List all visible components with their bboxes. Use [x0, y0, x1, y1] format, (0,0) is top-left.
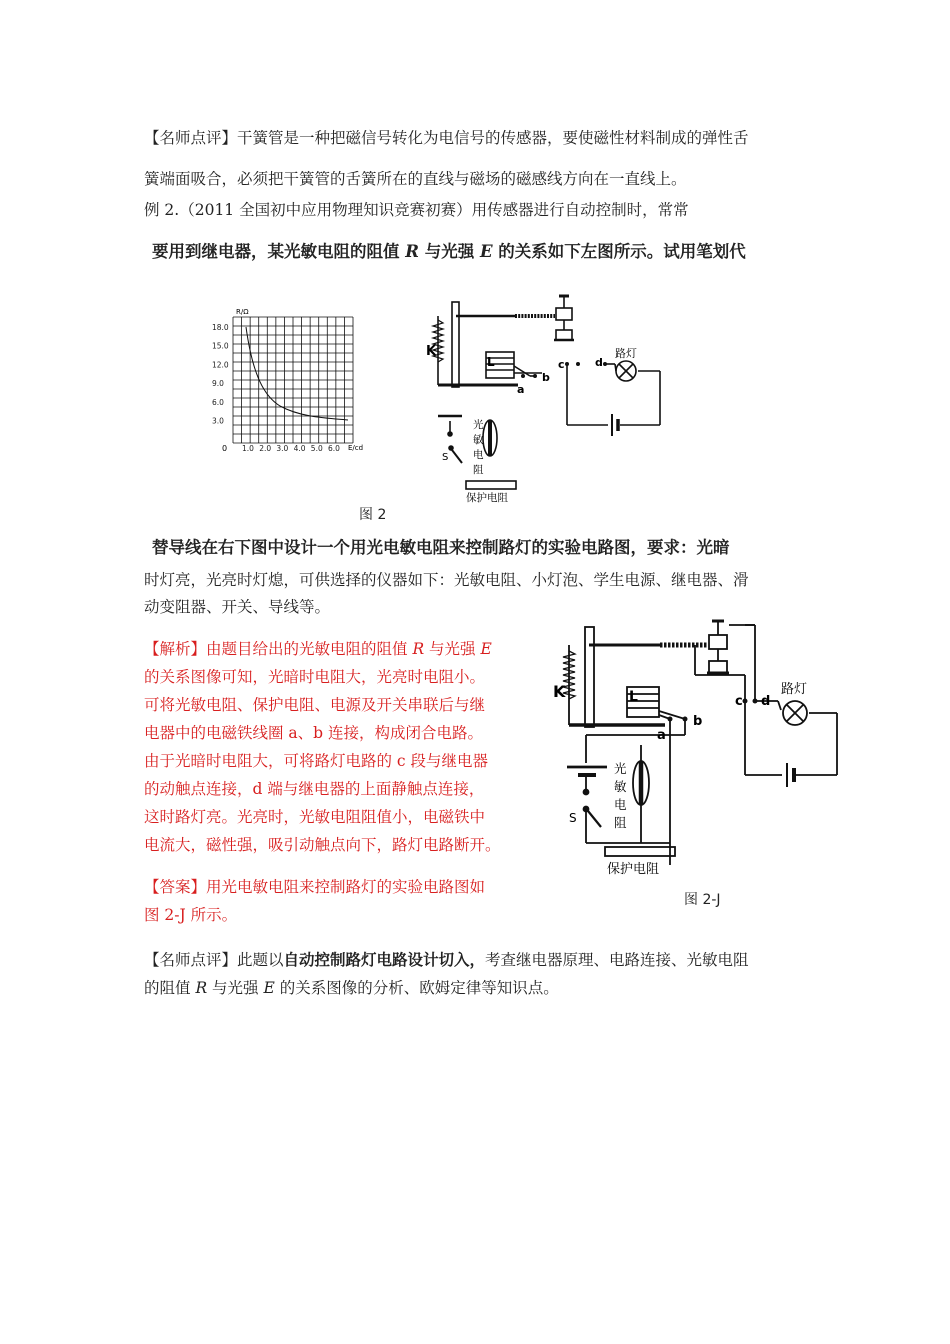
label-protective-resistor: 保护电阻 [466, 492, 508, 503]
r-e-curve [246, 327, 348, 420]
label-lamp: 路灯 [615, 347, 637, 360]
comment1-line2: 簧端面吸合，必须把干簧管的舌簧所在的直线与磁场的磁感线方向在一直线上。 [144, 170, 687, 188]
graph-xtick: 4.0 [293, 444, 306, 453]
answer-line1: 【答案】用光电敏电阻来控制路灯的实验电路图如 [144, 878, 486, 896]
answer-line2: 图 2-J 所示。 [144, 906, 238, 924]
example-line4: 时灯亮，光亮时灯熄，可供选择的仪器如下：光敏电阻、小灯泡、学生电源、继电器、滑 [144, 571, 749, 589]
analysis-line5: 由于光暗时电阻大，可将路灯电路的 c 段与继电器 [144, 752, 489, 770]
switch-s [452, 450, 462, 463]
graph-ytick: 6.0 [212, 397, 224, 407]
graph-xtick: 2.0 [259, 444, 272, 453]
label-L: L [487, 355, 495, 369]
analysis-line3: 可将光敏电阻、保护电阻、电源及开关串联后与继 [144, 696, 486, 714]
label-d-j: d [761, 694, 771, 709]
label-protective-resistor-j: 保护电阻 [607, 862, 660, 877]
label-b-j: b [693, 714, 703, 729]
analysis-line2: 的关系图像可知，光暗时电阻大，光亮时电阻小。 [144, 668, 486, 686]
graph-grid [233, 317, 353, 443]
label-photo2: 敏 [473, 434, 484, 446]
example-line2: 要用到继电器，某光敏电阻的阻值 R 与光强 E 的关系如下左图所示。试用笔划代 [152, 242, 746, 261]
analysis-line8: 电流大，磁性强，吸引动触点向下，路灯电路断开。 [144, 836, 501, 854]
label-S: S [442, 452, 449, 463]
label-photo3: 电 [473, 449, 484, 461]
graph-xtick: 5.0 [310, 444, 323, 453]
label-c: c [558, 358, 565, 371]
label-a: a [517, 383, 525, 396]
analysis-line7: 这时路灯亮。光亮时，光敏电阻阻值小，电磁铁中 [144, 808, 486, 826]
label-d: d [595, 356, 603, 369]
protective-resistor-symbol [466, 481, 516, 489]
graph-ytick: 15.0 [212, 341, 229, 351]
comment2-line2: 的阻值 R 与光强 E 的关系图像的分析、欧姆定律等知识点。 [144, 979, 559, 997]
graph-ytick: 18.0 [212, 323, 229, 332]
r-e-graph [200, 300, 370, 470]
figure2-caption: 图 2 [359, 507, 387, 523]
label-photo4: 阻 [473, 464, 484, 476]
comment1-line1: 【名师点评】干簧管是一种把磁信号转化为电信号的传感器，要使磁性材料制成的弹性舌 [144, 129, 749, 147]
label-L-j: L [629, 689, 638, 705]
analysis-line4: 电器中的电磁铁线圈 a、b 连接，构成闭合电路。 [144, 724, 484, 742]
label-a-j: a [657, 728, 666, 743]
example-line5: 动变阻器、开关、导线等。 [144, 598, 331, 616]
graph-ytick: 3.0 [212, 416, 224, 426]
label-photo1-j: 光 [614, 761, 627, 776]
label-photo2-j: 敏 [614, 779, 627, 794]
label-S-j: S [569, 811, 577, 825]
graph-xtick: 1.0 [242, 444, 254, 453]
example-line3: 替导线在右下图中设计一个用光电敏电阻来控制路灯的实验电路图，要求：光暗 [152, 538, 730, 557]
graph-ytick: 9.0 [212, 379, 224, 389]
graph-origin: 0 [222, 444, 228, 453]
graph-xlabel: E/cd [348, 444, 364, 452]
figure2j-caption: 图 2-J [684, 892, 721, 908]
analysis-line1: 【解析】由题目给出的光敏电阻的阻值 R 与光强 E [144, 640, 492, 658]
relay-circuit-figure2 [420, 288, 670, 503]
analysis-line6: 的动触点连接，d 端与继电器的上面静触点连接， [144, 780, 485, 798]
graph-ylabel: R/Ω [236, 308, 249, 316]
graph-xtick: 6.0 [328, 444, 340, 453]
label-lamp-j: 路灯 [781, 682, 808, 697]
label-photo1: 光 [473, 419, 484, 431]
comment2-line1: 【名师点评】此题以自动控制路灯电路设计切入，考查继电器原理、电路连接、光敏电阻 [144, 950, 749, 969]
label-K: K [426, 344, 437, 359]
example-line1: 例 2.（2011 全国初中应用物理知识竞赛初赛）用传感器进行自动控制时，常常 [144, 201, 689, 219]
label-photo3-j: 电 [614, 797, 627, 812]
label-K-j: K [553, 682, 566, 701]
label-b: b [542, 371, 550, 384]
graph-ytick: 12.0 [212, 360, 229, 370]
label-photo4-j: 阻 [614, 815, 627, 830]
relay-static-contact [556, 308, 572, 320]
relay-pillar-j [585, 627, 594, 727]
comment-tag: 【名师点评】 [144, 129, 238, 147]
protective-resistor-symbol-j [605, 847, 675, 856]
label-c-j: c [735, 694, 743, 709]
switch-pivot [448, 432, 452, 436]
graph-xtick: 3.0 [276, 444, 289, 453]
relay-circuit-figure2j [545, 615, 845, 880]
switch-s-j [588, 811, 601, 827]
